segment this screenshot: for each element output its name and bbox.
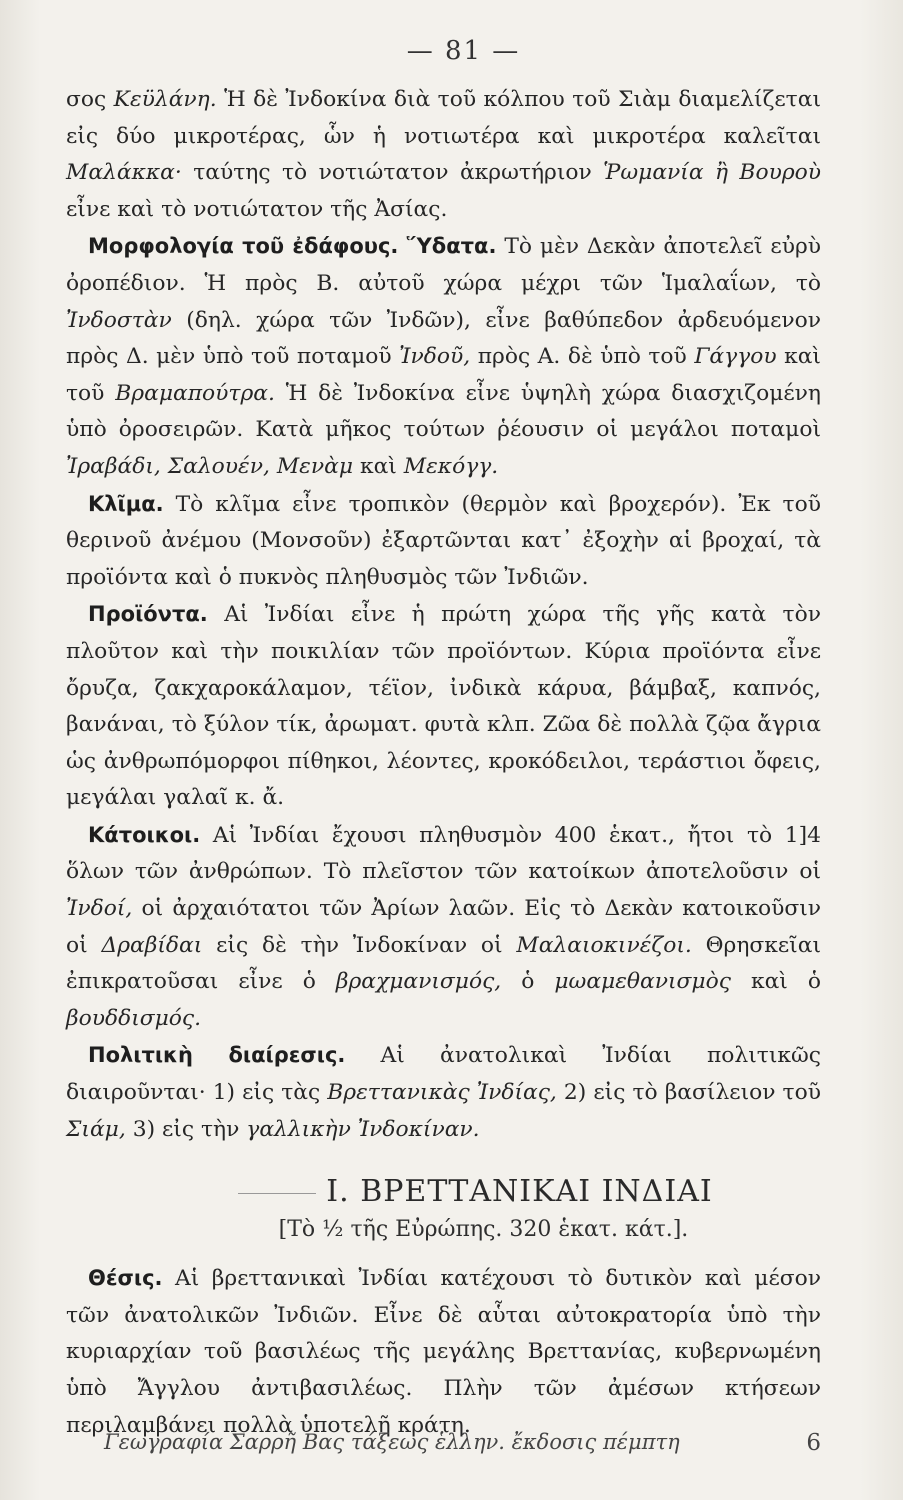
paragraph-political-division: Πολιτικὴ διαίρεσις. Αἱ ἀνατολικαὶ Ἰνδίαι πολιτικῶς διαιροῦνται· 1) εἰς τὰς Βρεττανικὰς Ἰνδίας, 2) εἰς τὸ βασίλειον τοῦ Σιάμ, 3) εἰς τὴν γαλλικὴν Ἰνδοκίναν. [66, 1043, 821, 1142]
paragraph-inhabitants: Κάτοικοι. Αἱ Ἰνδίαι ἔχουσι πληθυσμὸν 400 ἑκατ., ἤτοι τὸ 1]4 ὅλων τῶν ἀνθρώπων. Τὸ πλεῖστον τῶν κατοίκων ἀποτελοῦσιν οἱ Ἰνδοί, οἱ ἀρχαιότατοι τῶν Ἀρίων λαῶν. Εἰς τὸ Δεκὰν κατοικοῦσιν οἱ Δραβίδαι εἰς δὲ τὴν Ἰνδοκίναν οἱ Μαλαιοκινέζοι. Θρησκεῖαι ἐπικρατοῦσαι εἶνε ὁ βραχμανισμός, ὁ μωαμεθανισμὸς καὶ ὁ βουδδισμός. [66, 822, 821, 1031]
chapter-title: Ι. ΒΡΕΤΤΑΝΙΚΑΙ ΙΝΔΙΑΙ [130, 1174, 821, 1209]
section-heading: Πολιτικὴ διαίρεσις. [88, 1043, 346, 1068]
section-heading: Θέσις. [88, 1266, 163, 1291]
paragraph-products: Προϊόντα. Αἱ Ἰνδίαι εἶνε ἡ πρώτη χώρα τῆς γῆς κατὰ τὸν πλοῦτον καὶ τὴν ποικιλίαν τῶν προϊόντων. Κύρια προϊόντα εἶνε ὄρυζα, ζακχαροκάλαμον, τέϊον, ἰνδικὰ κάρυα, βάμβαξ, καπνός, βανάναι, τὸ ξύλον τίκ, ἀρωματ. φυτὰ κλπ. Ζῶα δὲ πολλὰ ζῷα ἄγρια ὡς ἀνθρωπόμορφοι πίθηκοι, λέοντες, κροκόδειλοι, τεράστιοι ὄφεις, μεγάλαι γαλαῖ κ. ἄ. [66, 602, 821, 811]
chapter-subtitle: [Τὸ ½ τῆς Εὐρώπης. 320 ἑκατ. κάτ.]. [278, 1217, 689, 1243]
paragraph-ceylon-indochina: σος Κεϋλάνη. Ἡ δὲ Ἰνδοκίνα διὰ τοῦ κόλπου τοῦ Σιὰμ διαμελίζεται εἰς δύο μικροτέρας, ὧν ἡ νοτιωτέρα καὶ μικροτέρα καλεῖται Μαλάκκα· ταύτης τὸ νοτιώτατον ἀκρωτήριον Ῥωμανία ἢ Βουροὺ εἶνε καὶ τὸ νοτιώτατον τῆς Ἀσίας. [66, 87, 822, 222]
paragraph-climate: Κλῖμα. Τὸ κλῖμα εἶνε τροπικὸν (θερμὸν καὶ βροχερόν). Ἐκ τοῦ θερινοῦ ἀνέμου (Μονσοῦν) ἐξαρτῶνται κατ᾽ ἐξοχὴν αἱ βροχαί, τὰ προϊόντα καὶ ὁ πυκνὸς πληθυσμὸς τῶν Ἰνδιῶν. [66, 491, 821, 590]
page-number: — 81 — [406, 36, 521, 66]
section-heading: Μορφολογία τοῦ ἐδάφους. Ὕδατα. [88, 234, 497, 259]
chapter-rule [238, 1193, 316, 1194]
section-heading: Κάτοικοι. [88, 822, 201, 847]
section-heading: Προϊόντα. [88, 602, 208, 627]
paragraph-position: Θέσις. Αἱ βρεττανικαὶ Ἰνδίαι κατέχουσι τὸ δυτικὸν καὶ μέσον τῶν ἀνατολικῶν Ἰνδιῶν. Εἶνε δὲ αὗται αὐτοκρατορία ὑπὸ τὴν κυριαρχίαν τοῦ βασιλέως τῆς μεγάλης Βρεττανίας, κυβερνωμένη ὑπὸ Ἄγγλου ἀντιβασιλέως. Πλὴν τῶν ἀμέσων κτήσεων περιλαμβάνει πολλὰ ὑποτελῆ κράτη. [66, 1266, 821, 1438]
footer-signature [104, 1430, 821, 1456]
section-heading: Κλῖμα. [88, 491, 164, 516]
paragraph-morphology: Μορφολογία τοῦ ἐδάφους. Ὕδατα. Τὸ μὲν Δεκὰν ἀποτελεῖ εὐρὺ ὀροπέδιον. Ἡ πρὸς Β. αὐτοῦ χώρα μέχρι τῶν Ἱμαλαΐων, τὸ Ἰνδοστὰν (δηλ. χώρα τῶν Ἰνδῶν), εἶνε βαθύπεδον ἀρδευόμενον πρὸς Δ. μὲν ὑπὸ τοῦ ποταμοῦ Ἰνδοῦ, πρὸς Α. δὲ ὑπὸ τοῦ Γάγγου καὶ τοῦ Βραμαπούτρα. Ἡ δὲ Ἰνδοκίνα εἶνε ὑψηλὴ χώρα διασχιζομένη ὑπὸ ὀροσειρῶν. Κατὰ μῆκος τούτων ῥέουσιν οἱ μεγάλοι ποταμοὶ Ἰραβάδι, Σαλουέν, Μενὰμ καὶ Μεκόγγ. [66, 234, 822, 479]
signature-mark: 6 [806, 1430, 821, 1456]
footer-book-title: Γεωγραφία Σαρρῆ Βας τάξεως ἑλλην. ἔκδοσις πέμπτη [104, 1430, 680, 1454]
